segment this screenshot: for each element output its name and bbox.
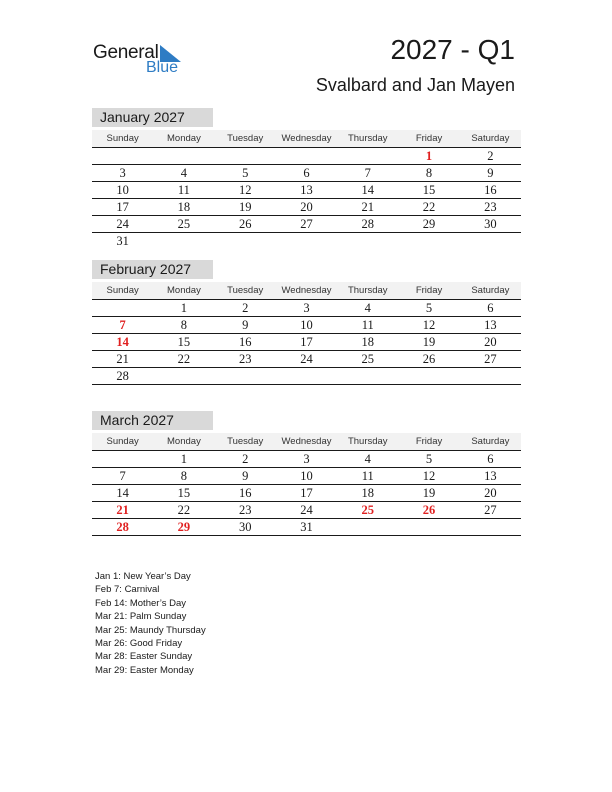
week-row	[92, 300, 521, 317]
month-february	[92, 260, 521, 385]
weekday-header-row	[92, 130, 521, 148]
day-cell: 16	[460, 182, 521, 199]
day-cell: 9	[460, 165, 521, 182]
day-cell: 29	[398, 216, 459, 233]
month-calendar-grid	[92, 282, 521, 385]
weekday-label: Monday	[153, 282, 214, 300]
day-cell: 14	[337, 182, 398, 199]
day-cell: 11	[153, 182, 214, 199]
day-cell: 14	[92, 485, 153, 502]
weekday-label: Tuesday	[215, 282, 276, 300]
holiday-note: Feb 7: Carnival	[95, 584, 160, 596]
weekday-label: Wednesday	[276, 282, 337, 300]
weekday-label: Saturday	[460, 130, 521, 148]
day-cell: 24	[92, 216, 153, 233]
day-cell	[460, 368, 521, 385]
day-cell: 27	[276, 216, 337, 233]
day-cell: 18	[337, 334, 398, 351]
day-cell	[92, 451, 153, 468]
day-cell: 15	[153, 485, 214, 502]
day-cell: 3	[276, 300, 337, 317]
day-cell: 13	[460, 317, 521, 334]
day-cell: 12	[398, 317, 459, 334]
day-cell: 12	[215, 182, 276, 199]
holiday-note: Mar 21: Palm Sunday	[95, 611, 187, 623]
day-cell: 16	[215, 334, 276, 351]
day-cell: 20	[276, 199, 337, 216]
week-row	[92, 502, 521, 519]
day-cell: 6	[276, 165, 337, 182]
day-cell: 28	[92, 368, 153, 385]
day-cell: 17	[276, 485, 337, 502]
day-cell: 30	[215, 519, 276, 536]
day-cell: 22	[153, 351, 214, 368]
day-cell: 3	[92, 165, 153, 182]
weekday-label: Saturday	[460, 433, 521, 451]
month-calendar-grid	[92, 130, 521, 249]
day-cell: 28	[337, 216, 398, 233]
weekday-label: Sunday	[92, 433, 153, 451]
holiday-note: Mar 28: Easter Sunday	[95, 651, 193, 663]
weekday-label: Thursday	[337, 433, 398, 451]
day-cell	[153, 368, 214, 385]
day-cell: 5	[398, 300, 459, 317]
day-cell	[398, 519, 459, 536]
day-cell: 25	[153, 216, 214, 233]
week-row	[92, 165, 521, 182]
day-cell	[92, 148, 153, 165]
holiday-day-cell: 7	[92, 317, 153, 334]
day-cell: 16	[215, 485, 276, 502]
day-cell: 7	[92, 468, 153, 485]
day-cell: 6	[460, 300, 521, 317]
holiday-notes-list	[95, 570, 206, 677]
day-cell	[276, 148, 337, 165]
day-cell: 21	[337, 199, 398, 216]
day-cell: 22	[153, 502, 214, 519]
month-header: March 2027	[92, 411, 213, 430]
day-cell: 23	[460, 199, 521, 216]
day-cell: 24	[276, 351, 337, 368]
day-cell: 4	[337, 451, 398, 468]
day-cell: 17	[92, 199, 153, 216]
weekday-label: Thursday	[337, 282, 398, 300]
day-cell: 2	[460, 148, 521, 165]
holiday-day-cell: 14	[92, 334, 153, 351]
day-cell: 20	[460, 334, 521, 351]
logo-general-text: General	[93, 42, 159, 63]
day-cell	[276, 368, 337, 385]
holiday-note: Mar 25: Maundy Thursday	[95, 624, 206, 636]
weekday-label: Monday	[153, 433, 214, 451]
weekday-label: Sunday	[92, 282, 153, 300]
day-cell: 5	[398, 451, 459, 468]
day-cell: 15	[398, 182, 459, 199]
day-cell: 4	[337, 300, 398, 317]
day-cell	[215, 233, 276, 250]
holiday-note: Jan 1: New Year’s Day	[95, 571, 191, 582]
day-cell: 8	[153, 317, 214, 334]
day-cell: 26	[215, 216, 276, 233]
day-cell: 19	[398, 334, 459, 351]
day-cell: 27	[460, 502, 521, 519]
day-cell: 6	[460, 451, 521, 468]
weekday-label: Friday	[398, 433, 459, 451]
day-cell: 24	[276, 502, 337, 519]
day-cell: 9	[215, 468, 276, 485]
week-row	[92, 334, 521, 351]
holiday-day-cell: 25	[337, 502, 398, 519]
day-cell	[337, 233, 398, 250]
day-cell: 1	[153, 300, 214, 317]
day-cell: 15	[153, 334, 214, 351]
day-cell	[153, 148, 214, 165]
day-cell	[398, 233, 459, 250]
holiday-day-cell: 1	[398, 148, 459, 165]
weekday-label: Tuesday	[215, 130, 276, 148]
day-cell: 19	[398, 485, 459, 502]
day-cell	[460, 233, 521, 250]
generalblue-logo	[93, 40, 193, 80]
weekday-header-row	[92, 282, 521, 300]
day-cell: 26	[398, 351, 459, 368]
day-cell: 1	[153, 451, 214, 468]
weekday-label: Sunday	[92, 130, 153, 148]
weekday-label: Tuesday	[215, 433, 276, 451]
day-cell: 2	[215, 300, 276, 317]
week-row	[92, 468, 521, 485]
holiday-day-cell: 28	[92, 519, 153, 536]
day-cell: 10	[92, 182, 153, 199]
week-row	[92, 199, 521, 216]
week-row	[92, 519, 521, 536]
week-row	[92, 148, 521, 165]
day-cell: 23	[215, 502, 276, 519]
weekday-label: Wednesday	[276, 433, 337, 451]
day-cell: 9	[215, 317, 276, 334]
day-cell: 17	[276, 334, 337, 351]
page-title: 2027 - Q1	[390, 34, 515, 65]
day-cell	[337, 148, 398, 165]
day-cell	[337, 368, 398, 385]
week-row	[92, 182, 521, 199]
day-cell: 18	[337, 485, 398, 502]
day-cell: 2	[215, 451, 276, 468]
week-row	[92, 233, 521, 250]
month-january	[92, 108, 521, 249]
week-row	[92, 368, 521, 385]
week-row	[92, 485, 521, 502]
day-cell: 31	[116, 233, 129, 248]
day-cell: 27	[460, 351, 521, 368]
holiday-note: Mar 29: Easter Monday	[95, 664, 194, 676]
day-cell: 25	[337, 351, 398, 368]
day-cell: 22	[398, 199, 459, 216]
weekday-label: Wednesday	[276, 130, 337, 148]
day-cell: 10	[276, 317, 337, 334]
day-cell: 3	[276, 451, 337, 468]
weekday-label: Monday	[153, 130, 214, 148]
day-cell: 30	[460, 216, 521, 233]
logo-blue-text: Blue	[146, 59, 179, 76]
holiday-day-cell: 29	[153, 519, 214, 536]
day-cell: 7	[337, 165, 398, 182]
weekday-header-row	[92, 433, 521, 451]
day-cell: 13	[276, 182, 337, 199]
holiday-note: Feb 14: Mother’s Day	[95, 597, 186, 609]
weekday-label: Thursday	[337, 130, 398, 148]
day-cell: 8	[398, 165, 459, 182]
month-header: January 2027	[92, 108, 213, 127]
week-row	[92, 216, 521, 233]
week-row	[92, 317, 521, 334]
day-cell: 31	[276, 519, 337, 536]
day-cell	[92, 300, 153, 317]
day-cell	[460, 519, 521, 536]
holiday-day-cell: 26	[398, 502, 459, 519]
day-cell	[215, 368, 276, 385]
day-cell: 13	[460, 468, 521, 485]
day-cell: 18	[153, 199, 214, 216]
week-row	[92, 351, 521, 368]
month-calendar-grid	[92, 433, 521, 536]
day-cell	[398, 368, 459, 385]
holiday-day-cell: 21	[92, 502, 153, 519]
week-row	[92, 451, 521, 468]
weekday-label: Friday	[398, 282, 459, 300]
month-header: February 2027	[92, 260, 213, 279]
day-cell	[215, 148, 276, 165]
region-subtitle: Svalbard and Jan Mayen	[315, 75, 515, 95]
day-cell: 19	[215, 199, 276, 216]
day-cell: 12	[398, 468, 459, 485]
month-march	[92, 411, 521, 536]
day-cell: 11	[337, 468, 398, 485]
day-cell: 4	[153, 165, 214, 182]
day-cell	[153, 233, 214, 250]
day-cell: 8	[153, 468, 214, 485]
day-cell: 10	[276, 468, 337, 485]
weekday-label: Friday	[398, 130, 459, 148]
day-cell: 11	[337, 317, 398, 334]
holiday-note: Mar 26: Good Friday	[95, 638, 183, 650]
day-cell: 23	[215, 351, 276, 368]
day-cell: 5	[215, 165, 276, 182]
day-cell: 21	[92, 351, 153, 368]
day-cell: 20	[460, 485, 521, 502]
day-cell	[337, 519, 398, 536]
weekday-label: Saturday	[460, 282, 521, 300]
day-cell	[276, 233, 337, 250]
